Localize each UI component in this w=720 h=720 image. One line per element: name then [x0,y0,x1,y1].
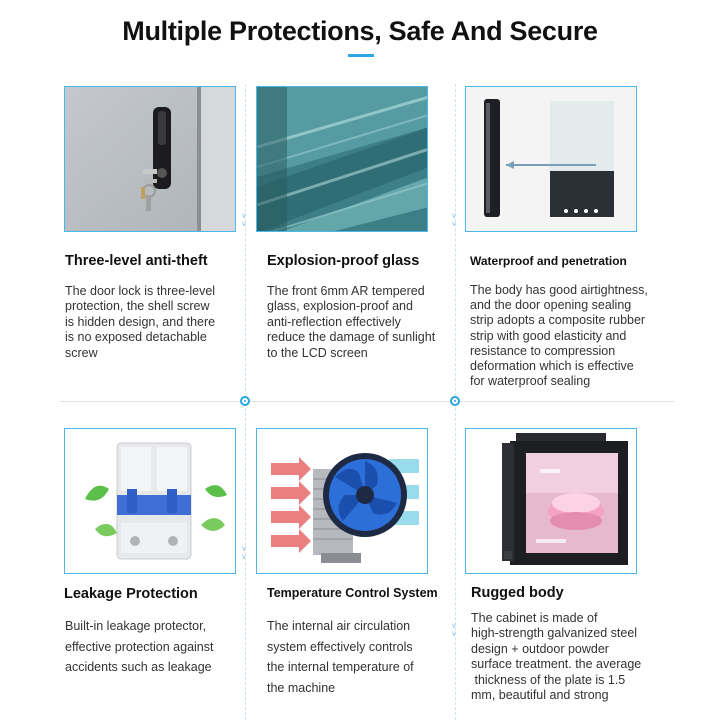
feature-image-leakage [64,428,236,574]
feature-description [65,616,213,678]
sealing-strip-icon [466,87,637,232]
chevron-down-icon: ∨ ∨ [241,211,247,228]
description-line: glass, explosion-proof and [267,299,413,314]
feature-description [470,283,648,389]
description-line: system effectively controls [267,639,413,654]
description-line: Built-in leakage protector, [65,619,207,633]
description-line: for waterproof sealing [470,374,591,389]
page-title: Multiple Protections, Safe And Secure [122,16,598,46]
feature-image-glass [256,86,428,232]
door-lock-icon [65,87,236,232]
description-line: effective protection against [65,639,214,654]
feature-image-waterproof [465,86,637,232]
feature-title: Waterproof and penetration [470,254,627,268]
description-line: thickness of the plate is 1.5 [471,672,626,687]
feature-image-door-lock [64,86,236,232]
description-line: strip adopts a composite rubber [470,313,646,328]
feature-image-temperature [256,428,428,574]
description-line: the internal temperature of [267,660,414,674]
leakage-protector-icon [65,429,236,574]
divider-dot-icon [240,396,250,406]
feature-title: Temperature Control System [267,586,438,600]
description-line: mm, beautiful and strong [471,688,609,703]
description-line: reduce the damage of sunlight [267,330,436,345]
description-line: The body has good airtightness, [470,283,648,297]
divider-dot-icon [450,396,460,406]
description-line: the machine [267,680,336,695]
description-line: The cabinet is made of [471,611,598,625]
feature-description [267,284,435,361]
description-line: accidents such as leakage [65,660,212,674]
description-line: surface treatment. the average [471,657,642,672]
description-line: to the LCD screen [267,345,368,360]
feature-title: Rugged body [471,585,564,601]
description-line: is hidden design, and there [65,314,216,329]
title-underline [348,54,374,57]
description-line: and the door opening sealing [470,298,632,313]
description-line: is no exposed detachable [65,330,207,345]
feature-description [65,284,215,361]
feature-description [471,611,641,703]
feature-image-rugged-body [465,428,637,574]
feature-title: Three-level anti-theft [65,253,208,269]
feature-title: Explosion-proof glass [267,253,420,269]
chevron-down-icon: ∨ ∨ [241,544,247,561]
chevron-down-icon: ∨ ∨ [451,211,457,228]
description-line: strip with good elasticity and [470,328,627,343]
feature-description [267,616,414,698]
description-line: protection, the shell screw [65,299,210,314]
description-line: anti-reflection effectively [267,314,401,329]
description-line: deformation which is effective [470,359,634,374]
description-line: The internal air circulation [267,619,411,633]
display-cabinet-icon [466,429,637,574]
chevron-down-icon: ∨ ∨ [451,621,457,638]
description-line: The door lock is three-level [65,284,216,298]
row-divider [60,401,674,402]
tempered-glass-icon [257,87,428,232]
cooling-fan-icon [257,429,428,574]
feature-title: Leakage Protection [64,586,198,602]
description-line: screw [65,345,98,360]
description-line: The front 6mm AR tempered [267,284,425,298]
description-line: resistance to compression [470,343,616,358]
description-line: high-strength galvanized steel [471,626,638,641]
description-line: design + outdoor powder [471,641,609,656]
